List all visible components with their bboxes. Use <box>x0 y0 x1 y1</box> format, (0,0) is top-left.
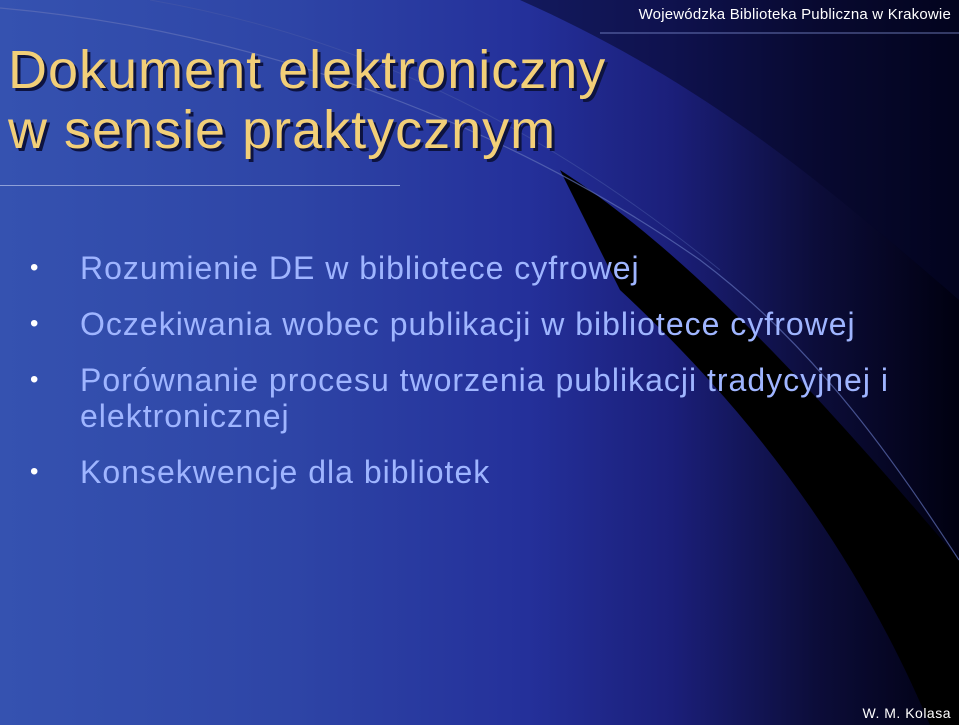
bullet-dot-icon: • <box>30 366 40 393</box>
bullet-list <box>0 250 940 510</box>
bullet-item <box>0 362 940 434</box>
institution-header: Wojewódzka Biblioteka Publiczna w Krakowie <box>638 6 951 23</box>
bullet-item <box>0 454 940 490</box>
bullet-dot-icon: • <box>30 254 40 281</box>
slide-title-line-2: w sensie praktycznym <box>8 100 557 160</box>
bullet-dot-icon: • <box>30 458 40 485</box>
bullet-item <box>0 250 940 286</box>
title-divider <box>0 185 400 186</box>
bullet-text: Oczekiwania wobec publikacji w bibliotece cyfrowej <box>80 306 856 342</box>
slide-title <box>8 40 606 160</box>
bullet-text: Porównanie procesu tworzenia publikacji tradycyjnej i elektronicznej <box>80 362 889 434</box>
bullet-text: Konsekwencje dla bibliotek <box>80 454 491 490</box>
slide-title-line-1: Dokument elektroniczny <box>8 40 607 100</box>
author-footer: W. M. Kolasa <box>862 705 951 721</box>
bullet-text: Rozumienie DE w bibliotece cyfrowej <box>80 250 640 286</box>
bullet-item <box>0 306 940 342</box>
bullet-dot-icon: • <box>30 310 40 337</box>
